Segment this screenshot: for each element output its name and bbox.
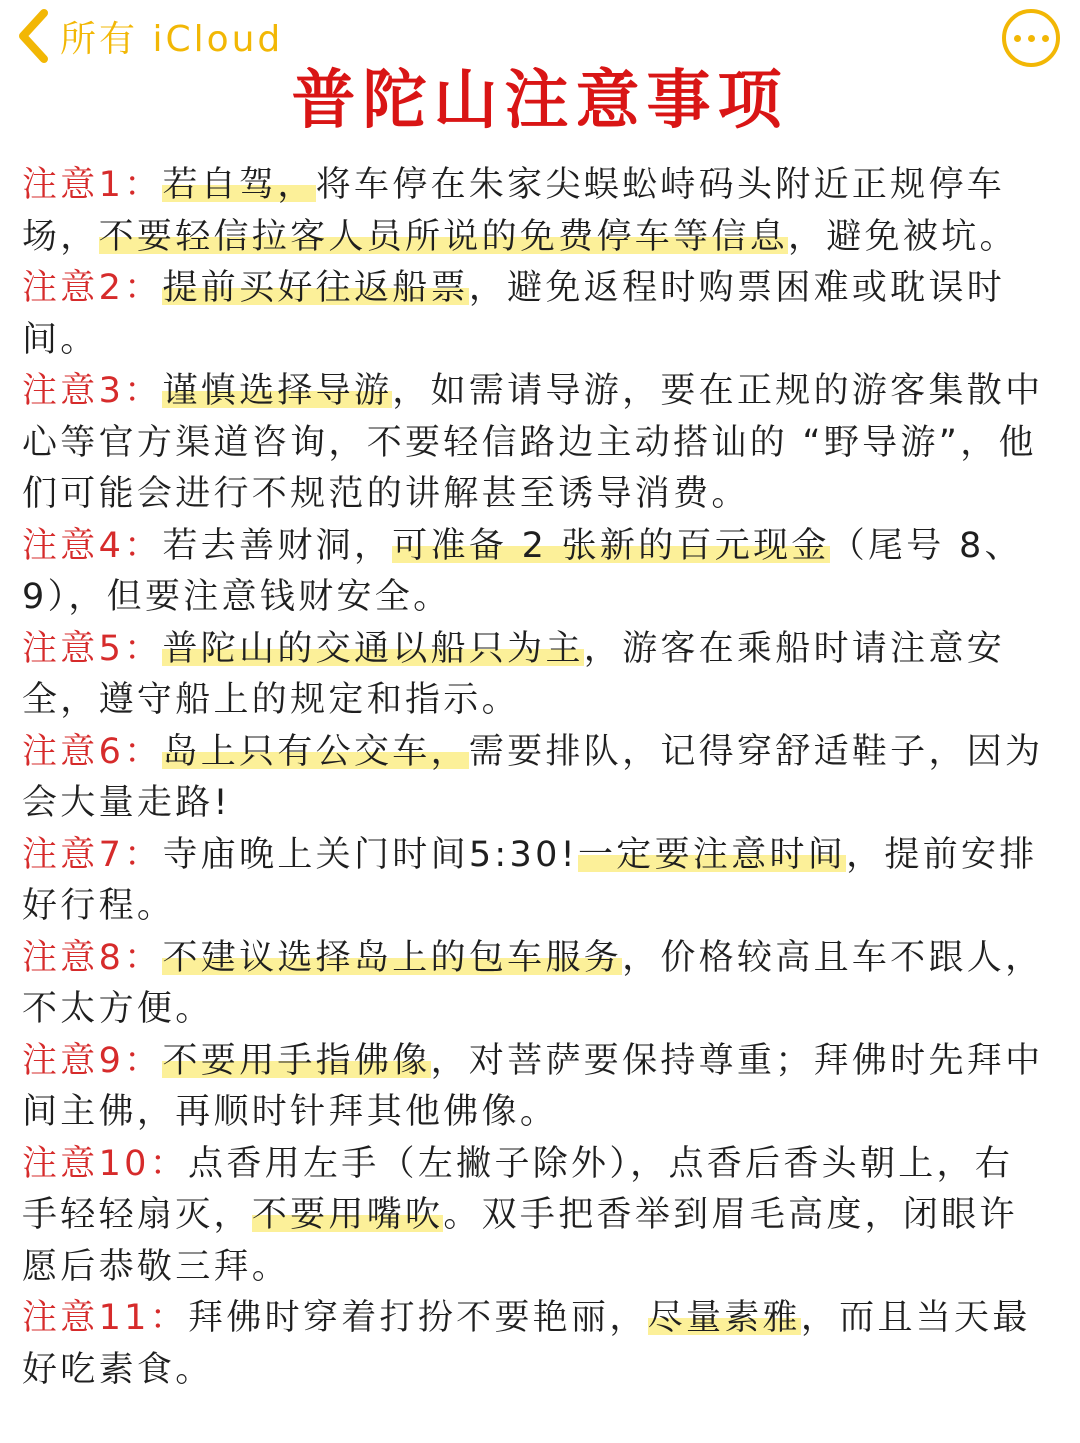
note-item (22, 727, 1050, 830)
highlighted-text: 普陀山的交通以船只为主 (162, 628, 584, 669)
highlighted-text: 提前买好往返船票 (162, 268, 469, 308)
note-item (22, 1036, 1050, 1139)
note-text: 点香用左手（左撇子除外），点香后香头朝上，右手轻轻扇灭， (22, 1143, 1014, 1235)
note-item (22, 366, 1050, 521)
note-text: ，价格较高且车不跟人，不太方便。 (22, 937, 1044, 1029)
note-label: 注意9： (22, 1040, 163, 1081)
note-text: 。双手把香举到眉毛高度，闭眼许愿后恭敬三拜。 (22, 1195, 1018, 1287)
back-button[interactable] (16, 6, 283, 66)
note-label: 注意7： (22, 834, 163, 875)
highlighted-text: 不要轻信拉客人员所说的免费停车等信息 (98, 216, 789, 257)
note-item (22, 1293, 1050, 1396)
note-item (22, 263, 1050, 366)
note-text: ，避免返程时购票困难或耽误时间。 (22, 268, 1006, 360)
note-text: 寺庙晚上关门时间5:30! (162, 834, 578, 875)
highlighted-text: 岛上只有公交车， (162, 731, 469, 772)
note-label: 注意6： (22, 731, 163, 772)
highlighted-text: 若自驾， (162, 165, 316, 205)
note-item (22, 830, 1050, 933)
note-text: ，提前安排好行程。 (22, 834, 1038, 926)
note-text: ，如需请导游，要在正规的游客集散中心等官方渠道咨询，不要轻信路边主动搭讪的 “野导游”，他们可能会进行不规范的讲解甚至诱导消费。 (22, 371, 1044, 514)
note-text: ，游客在乘船时请注意安全，遵守船上的规定和指示。 (22, 628, 1006, 720)
note-item (22, 933, 1050, 1036)
highlighted-text: 可准备 2 张新的百元现金 (392, 525, 830, 566)
note-label: 注意4： (22, 525, 163, 566)
note-item (22, 521, 1050, 624)
note-text: ，对菩萨要保持尊重；拜佛时先拜中间主佛，再顺时针拜其他佛像。 (22, 1040, 1044, 1132)
note-label: 注意8： (22, 937, 163, 978)
highlighted-text: 谨慎选择导游 (162, 371, 393, 411)
notes-list (22, 160, 1050, 1396)
note-text: ，避免被坑。 (788, 216, 1018, 257)
note-label: 注意3： (22, 371, 163, 411)
chevron-left-icon (16, 8, 50, 64)
note-label: 注意5： (22, 628, 163, 669)
note-label: 注意2： (22, 268, 163, 308)
highlighted-text: 不建议选择岛上的包车服务 (162, 937, 623, 978)
ellipsis-circle-icon (1014, 35, 1021, 42)
note-item (22, 160, 1050, 263)
note-text: （尾号 8、9），但要注意钱财安全。 (22, 525, 1023, 617)
highlighted-text: 不要用嘴吹 (251, 1195, 444, 1235)
note-text: 需要排队，记得穿舒适鞋子，因为会大量走路! (22, 731, 1044, 823)
highlighted-text: 尽量素雅 (647, 1298, 801, 1338)
highlighted-text: 不要用手指佛像 (162, 1040, 431, 1081)
note-text: 若去善财洞， (162, 525, 393, 566)
note-item (22, 1139, 1050, 1294)
note-text: 拜佛时穿着打扮不要艳丽， (188, 1298, 648, 1338)
note-text: 将车停在朱家尖蜈蚣峙码头附近正规停车场， (22, 165, 1006, 257)
note-label: 注意10： (22, 1143, 189, 1184)
note-text: ，而且当天最好吃素食。 (22, 1298, 1031, 1390)
note-item (22, 624, 1050, 727)
back-label: 所有 iCloud (60, 18, 284, 60)
highlighted-text: 一定要注意时间 (578, 834, 847, 875)
page-title: 普陀山注意事项 (291, 64, 789, 138)
note-label: 注意11： (22, 1298, 189, 1338)
note-label: 注意1： (22, 165, 163, 205)
